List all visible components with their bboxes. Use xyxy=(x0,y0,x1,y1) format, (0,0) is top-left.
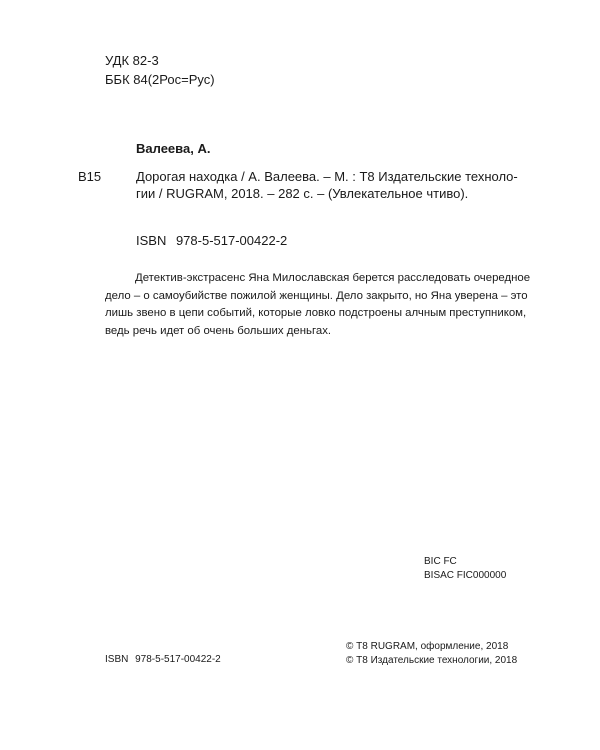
copyright-publisher: © Т8 Издательские технологии, 2018 xyxy=(346,655,518,666)
copyright-design: © Т8 RUGRAM, оформление, 2018 xyxy=(346,641,509,652)
author-heading: Валеева, А. xyxy=(136,141,211,156)
author-mark-code: В15 xyxy=(78,169,102,184)
annotation-line: дело – о самоубийстве пожилой женщины. Дело закрыто, но Яна уверена – это xyxy=(105,289,528,302)
annotation-line: Детектив-экстрасенс Яна Милославская берется расследовать очередное xyxy=(135,272,531,284)
annotation-line: лишь звено в цепи событий, которые ловко подстроены алчным преступником, xyxy=(105,307,527,319)
bbk-code: ББК 84(2Рос=Рус) xyxy=(105,72,215,87)
bisac-code: BISAC FIC000000 xyxy=(424,570,507,581)
udk-code: УДК 82-3 xyxy=(105,53,159,68)
bic-code: BIC FC xyxy=(424,556,457,567)
bib-line: гии / RUGRAM, 2018. – 282 с. – (Увлекательное чтиво). xyxy=(136,186,469,201)
annotation-paragraph xyxy=(105,270,531,340)
bibliographic-description xyxy=(136,168,536,202)
isbn-footer: ISBN 978-5-517-00422-2 xyxy=(105,654,221,665)
annotation-line: ведь речь идет об очень больших деньгах. xyxy=(105,324,332,337)
isbn-main: ISBN 978-5-517-00422-2 xyxy=(136,233,288,248)
bib-line: Дорогая находка / А. Валеева. – М. : Т8 Издательские техноло- xyxy=(136,169,518,184)
